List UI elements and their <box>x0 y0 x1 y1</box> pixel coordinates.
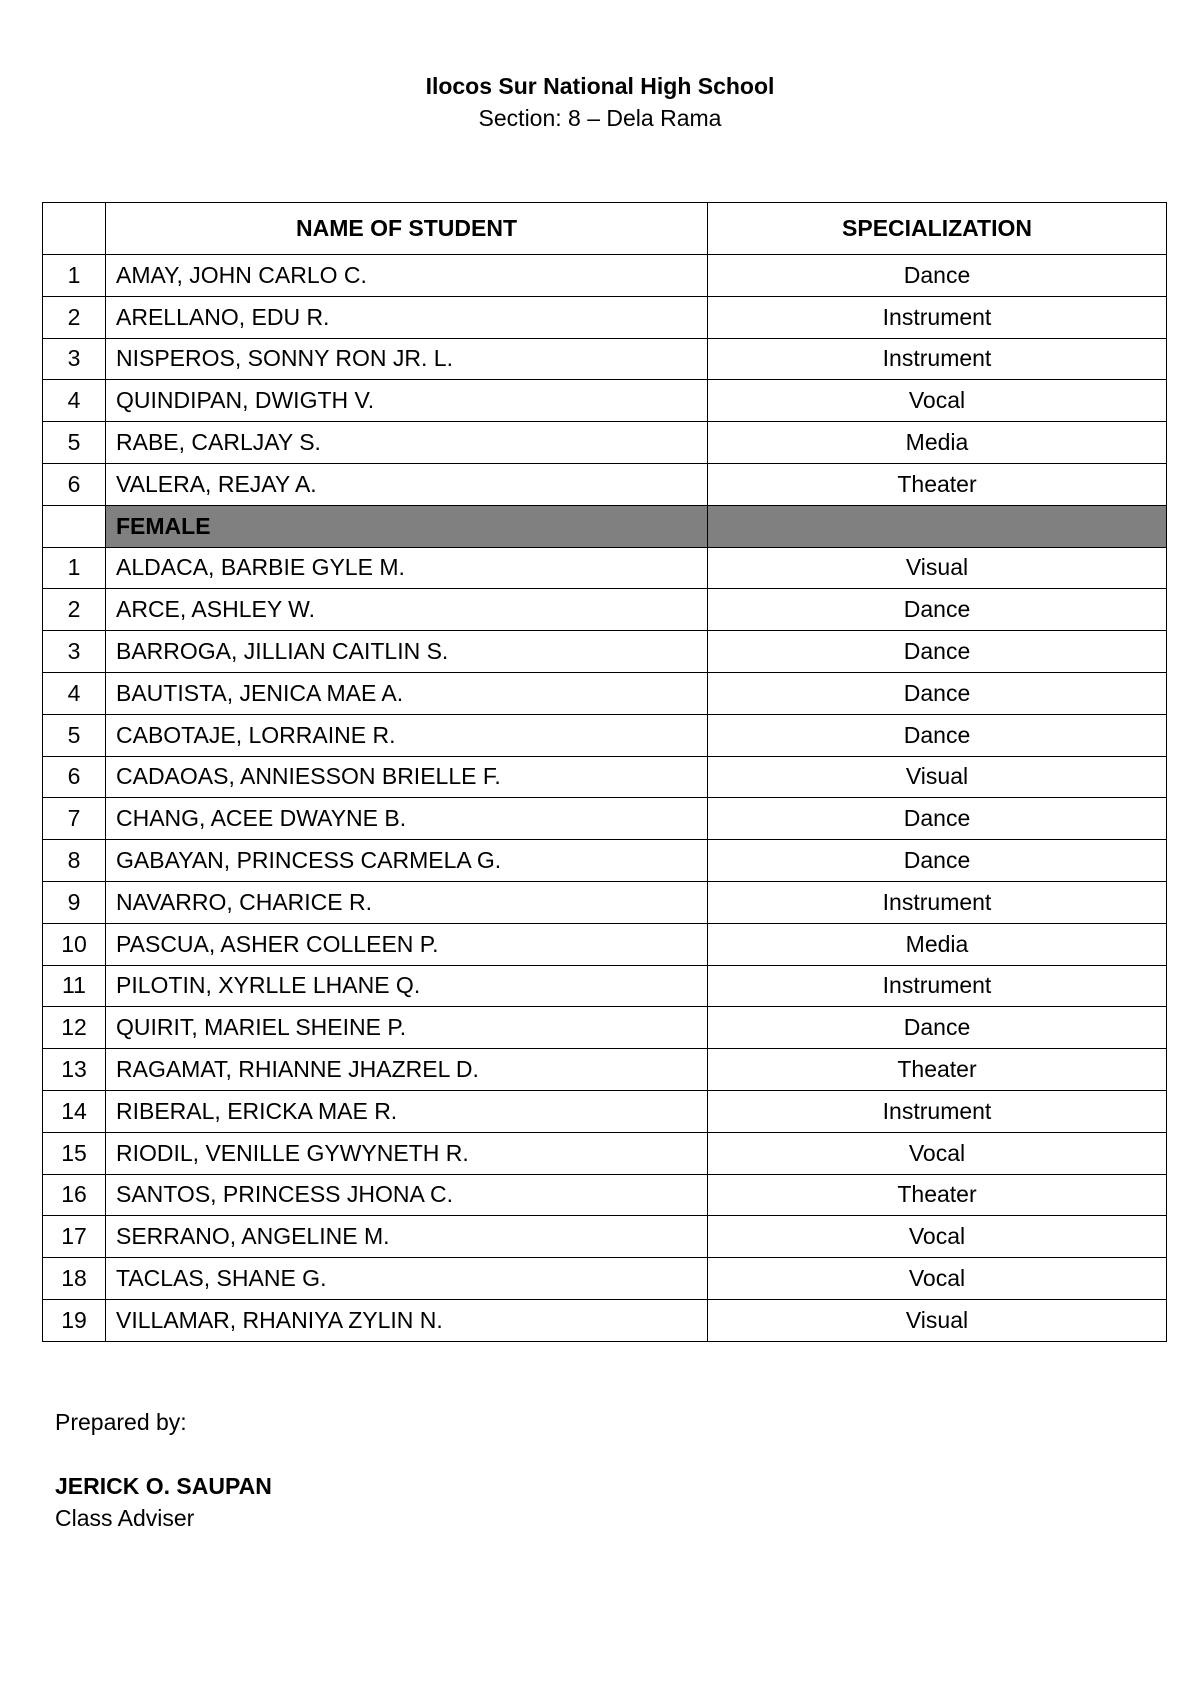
student-name: SERRANO, ANGELINE M. <box>106 1216 708 1258</box>
specialization: Instrument <box>708 881 1167 923</box>
row-number: 4 <box>43 380 106 422</box>
row-number: 14 <box>43 1090 106 1132</box>
table-row <box>43 463 1167 505</box>
specialization: Dance <box>708 672 1167 714</box>
student-name: NAVARRO, CHARICE R. <box>106 881 708 923</box>
specialization: Media <box>708 422 1167 464</box>
student-name: RAGAMAT, RHIANNE JHAZREL D. <box>106 1049 708 1091</box>
table-row <box>43 672 1167 714</box>
table-row <box>43 338 1167 380</box>
student-name: RIODIL, VENILLE GYWYNETH R. <box>106 1132 708 1174</box>
student-roster-table <box>42 202 1167 1342</box>
row-number: 19 <box>43 1299 106 1341</box>
school-name: Ilocos Sur National High School <box>425 73 775 99</box>
table-row <box>43 255 1167 297</box>
table-row <box>43 1090 1167 1132</box>
student-name: PILOTIN, XYRLLE LHANE Q. <box>106 965 708 1007</box>
row-number: 2 <box>43 296 106 338</box>
row-number: 18 <box>43 1258 106 1300</box>
specialization: Dance <box>708 1007 1167 1049</box>
specialization: Dance <box>708 255 1167 297</box>
row-number: 1 <box>43 255 106 297</box>
specialization-column-header: SPECIALIZATION <box>708 203 1167 255</box>
table-row <box>43 923 1167 965</box>
student-name: NISPEROS, SONNY RON JR. L. <box>106 338 708 380</box>
footer <box>55 1406 272 1534</box>
student-name: BARROGA, JILLIAN CAITLIN S. <box>106 631 708 673</box>
female-group-label: FEMALE <box>106 505 708 547</box>
row-number: 7 <box>43 798 106 840</box>
specialization: Instrument <box>708 965 1167 1007</box>
specialization: Instrument <box>708 296 1167 338</box>
student-name: QUIRIT, MARIEL SHEINE P. <box>106 1007 708 1049</box>
table-row <box>43 881 1167 923</box>
student-name: BAUTISTA, JENICA MAE A. <box>106 672 708 714</box>
student-name: AMAY, JOHN CARLO C. <box>106 255 708 297</box>
row-number: 8 <box>43 840 106 882</box>
row-number: 17 <box>43 1216 106 1258</box>
table-row <box>43 1049 1167 1091</box>
row-number: 3 <box>43 631 106 673</box>
group-spec-cell <box>708 505 1167 547</box>
student-name: TACLAS, SHANE G. <box>106 1258 708 1300</box>
student-name: SANTOS, PRINCESS JHONA C. <box>106 1174 708 1216</box>
specialization: Vocal <box>708 1132 1167 1174</box>
signer-role: Class Adviser <box>55 1505 195 1531</box>
student-name: ARELLANO, EDU R. <box>106 296 708 338</box>
row-number: 13 <box>43 1049 106 1091</box>
row-number: 11 <box>43 965 106 1007</box>
row-number: 1 <box>43 547 106 589</box>
specialization: Dance <box>708 589 1167 631</box>
table-row <box>43 1132 1167 1174</box>
signer-name: JERICK O. SAUPAN <box>55 1473 272 1499</box>
table-row <box>43 589 1167 631</box>
specialization: Visual <box>708 547 1167 589</box>
student-name: ALDACA, BARBIE GYLE M. <box>106 547 708 589</box>
specialization: Media <box>708 923 1167 965</box>
table-row <box>43 1258 1167 1300</box>
row-number: 10 <box>43 923 106 965</box>
student-name: PASCUA, ASHER COLLEEN P. <box>106 923 708 965</box>
female-students <box>43 547 1167 1341</box>
row-number: 9 <box>43 881 106 923</box>
table-row <box>43 840 1167 882</box>
student-name: QUINDIPAN, DWIGTH V. <box>106 380 708 422</box>
table-row <box>43 756 1167 798</box>
name-column-header: NAME OF STUDENT <box>106 203 708 255</box>
table-row <box>43 965 1167 1007</box>
female-group <box>43 505 1167 547</box>
specialization: Vocal <box>708 1258 1167 1300</box>
specialization: Theater <box>708 1049 1167 1091</box>
row-number: 3 <box>43 338 106 380</box>
female-group-row <box>43 505 1167 547</box>
student-name: RABE, CARLJAY S. <box>106 422 708 464</box>
prepared-by-label: Prepared by: <box>55 1409 187 1435</box>
student-name: GABAYAN, PRINCESS CARMELA G. <box>106 840 708 882</box>
row-number: 4 <box>43 672 106 714</box>
specialization: Vocal <box>708 1216 1167 1258</box>
section-label: Section: 8 – Dela Rama <box>478 105 722 131</box>
specialization: Dance <box>708 840 1167 882</box>
student-name: ARCE, ASHLEY W. <box>106 589 708 631</box>
row-number: 2 <box>43 589 106 631</box>
student-name: VALERA, REJAY A. <box>106 463 708 505</box>
table-row <box>43 798 1167 840</box>
row-number: 12 <box>43 1007 106 1049</box>
table-row <box>43 631 1167 673</box>
student-name: VILLAMAR, RHANIYA ZYLIN N. <box>106 1299 708 1341</box>
table-row <box>43 714 1167 756</box>
specialization: Instrument <box>708 1090 1167 1132</box>
number-column-header <box>43 203 106 255</box>
specialization: Dance <box>708 631 1167 673</box>
table-row <box>43 296 1167 338</box>
table-row <box>43 547 1167 589</box>
specialization: Visual <box>708 756 1167 798</box>
table-row <box>43 1299 1167 1341</box>
specialization: Visual <box>708 1299 1167 1341</box>
specialization: Dance <box>708 714 1167 756</box>
row-number: 6 <box>43 463 106 505</box>
specialization: Theater <box>708 1174 1167 1216</box>
specialization: Instrument <box>708 338 1167 380</box>
student-name: CABOTAJE, LORRAINE R. <box>106 714 708 756</box>
row-number: 5 <box>43 714 106 756</box>
row-number: 6 <box>43 756 106 798</box>
table-row <box>43 422 1167 464</box>
student-name: CADAOAS, ANNIESSON BRIELLE F. <box>106 756 708 798</box>
student-name: CHANG, ACEE DWAYNE B. <box>106 798 708 840</box>
row-number: 15 <box>43 1132 106 1174</box>
table-row <box>43 380 1167 422</box>
document-header <box>0 70 1200 134</box>
group-number-cell <box>43 505 106 547</box>
specialization: Theater <box>708 463 1167 505</box>
table-row <box>43 1007 1167 1049</box>
specialization: Dance <box>708 798 1167 840</box>
table-header-row <box>43 203 1167 255</box>
table-row <box>43 1174 1167 1216</box>
row-number: 5 <box>43 422 106 464</box>
male-students <box>43 255 1167 506</box>
table-row <box>43 1216 1167 1258</box>
row-number: 16 <box>43 1174 106 1216</box>
student-name: RIBERAL, ERICKA MAE R. <box>106 1090 708 1132</box>
specialization: Vocal <box>708 380 1167 422</box>
